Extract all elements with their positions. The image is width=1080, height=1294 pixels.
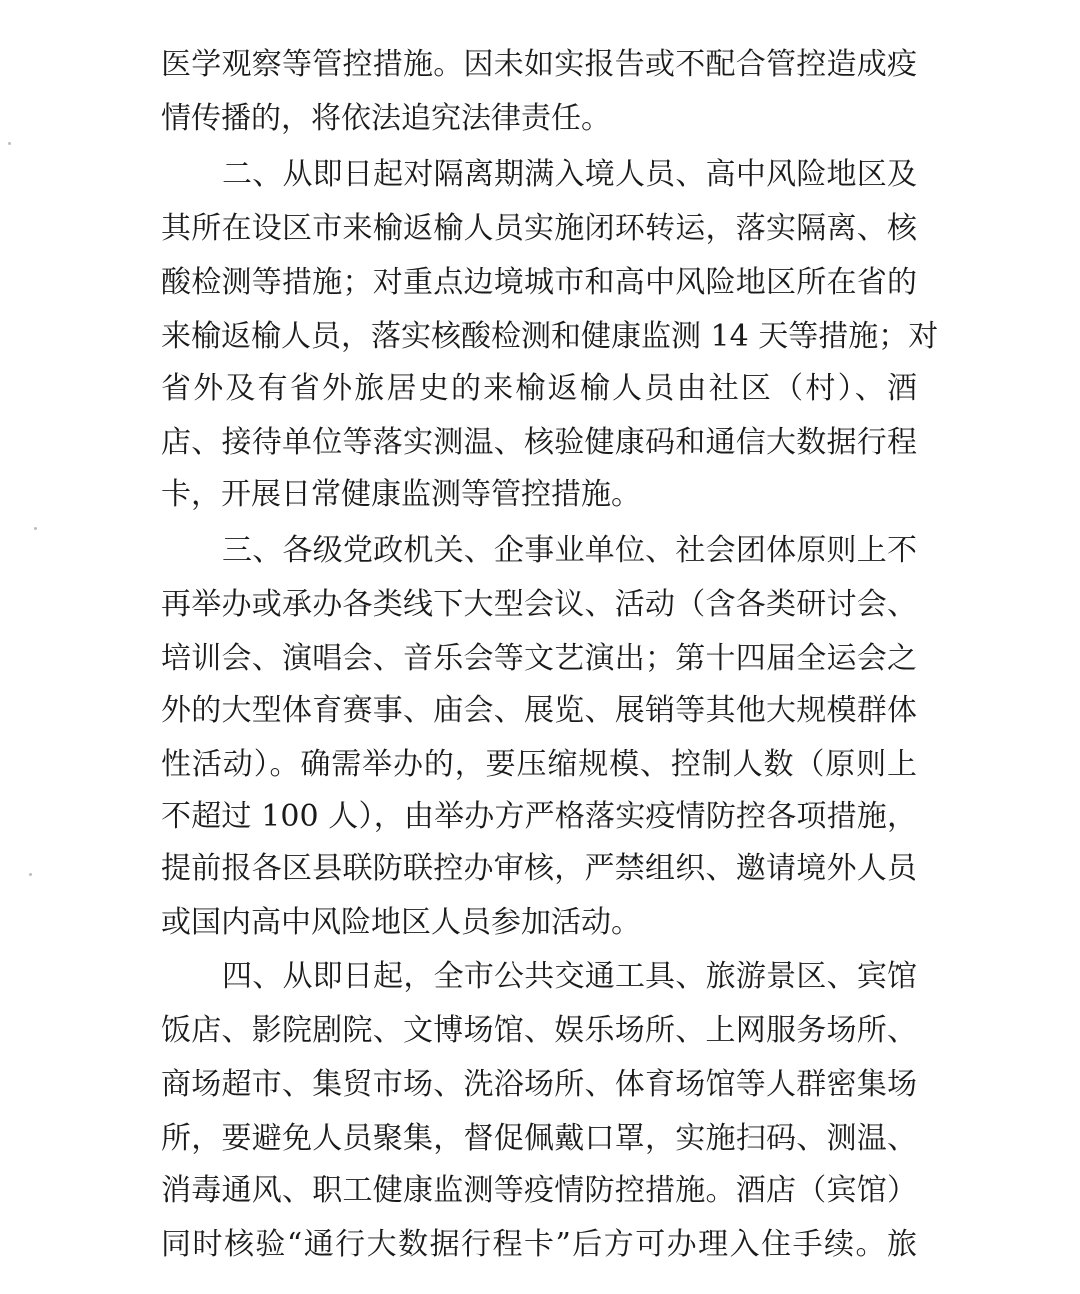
text-line: 同时核验“通行大数据行程卡”后方可办理入住手续。旅 — [161, 1227, 917, 1262]
text-line: 所，要避免人员聚集，督促佩戴口罩，实施扫码、测温、 — [161, 1121, 917, 1156]
text-line: 来榆返榆人员，落实核酸检测和健康监测 14 天等措施；对 — [161, 319, 939, 354]
paragraph-start-line: 四、从即日起，全市公共交通工具、旅游景区、宾馆 — [222, 959, 917, 994]
text-line: 性活动）。确需举办的，要压缩规模、控制人数（原则上 — [161, 747, 917, 782]
text-line: 或国内高中风险地区人员参加活动。 — [161, 905, 641, 940]
text-line: 提前报各区县联防联控办审核，严禁组织、邀请境外人员 — [161, 851, 917, 886]
text-line: 酸检测等措施；对重点边境城市和高中风险地区所在省的 — [161, 265, 917, 300]
text-line: 外的大型体育赛事、庙会、展览、展销等其他大规模群体 — [161, 693, 917, 728]
text-line: 其所在设区市来榆返榆人员实施闭环转运，落实隔离、核 — [161, 211, 917, 246]
text-line: 医学观察等管控措施。因未如实报告或不配合管控造成疫 — [161, 47, 917, 82]
paragraph-start-line: 二、从即日起对隔离期满入境人员、高中风险地区及 — [222, 157, 917, 192]
text-line: 饭店、影院剧院、文博场馆、娱乐场所、上网服务场所、 — [161, 1013, 917, 1048]
paragraph-start-line: 三、各级党政机关、企事业单位、社会团体原则上不 — [222, 533, 917, 568]
scan-speck — [29, 873, 32, 876]
text-line: 再举办或承办各类线下大型会议、活动（含各类研讨会、 — [161, 587, 917, 622]
text-line: 培训会、演唱会、音乐会等文艺演出；第十四届全运会之 — [161, 641, 917, 676]
text-line: 情传播的，将依法追究法律责任。 — [161, 101, 611, 136]
text-line: 店、接待单位等落实测温、核验健康码和通信大数据行程 — [161, 425, 917, 460]
text-line: 省外及有省外旅居史的来榆返榆人员由社区（村）、酒 — [161, 371, 917, 406]
text-line: 不超过 100 人），由举办方严格落实疫情防控各项措施， — [161, 799, 917, 834]
scan-speck — [34, 527, 37, 530]
text-line: 消毒通风、职工健康监测等疫情防控措施。酒店（宾馆） — [161, 1173, 917, 1208]
text-line: 卡，开展日常健康监测等管控措施。 — [161, 477, 641, 512]
scan-speck — [8, 142, 11, 145]
text-line: 商场超市、集贸市场、洗浴场所、体育场馆等人群密集场 — [161, 1067, 917, 1102]
